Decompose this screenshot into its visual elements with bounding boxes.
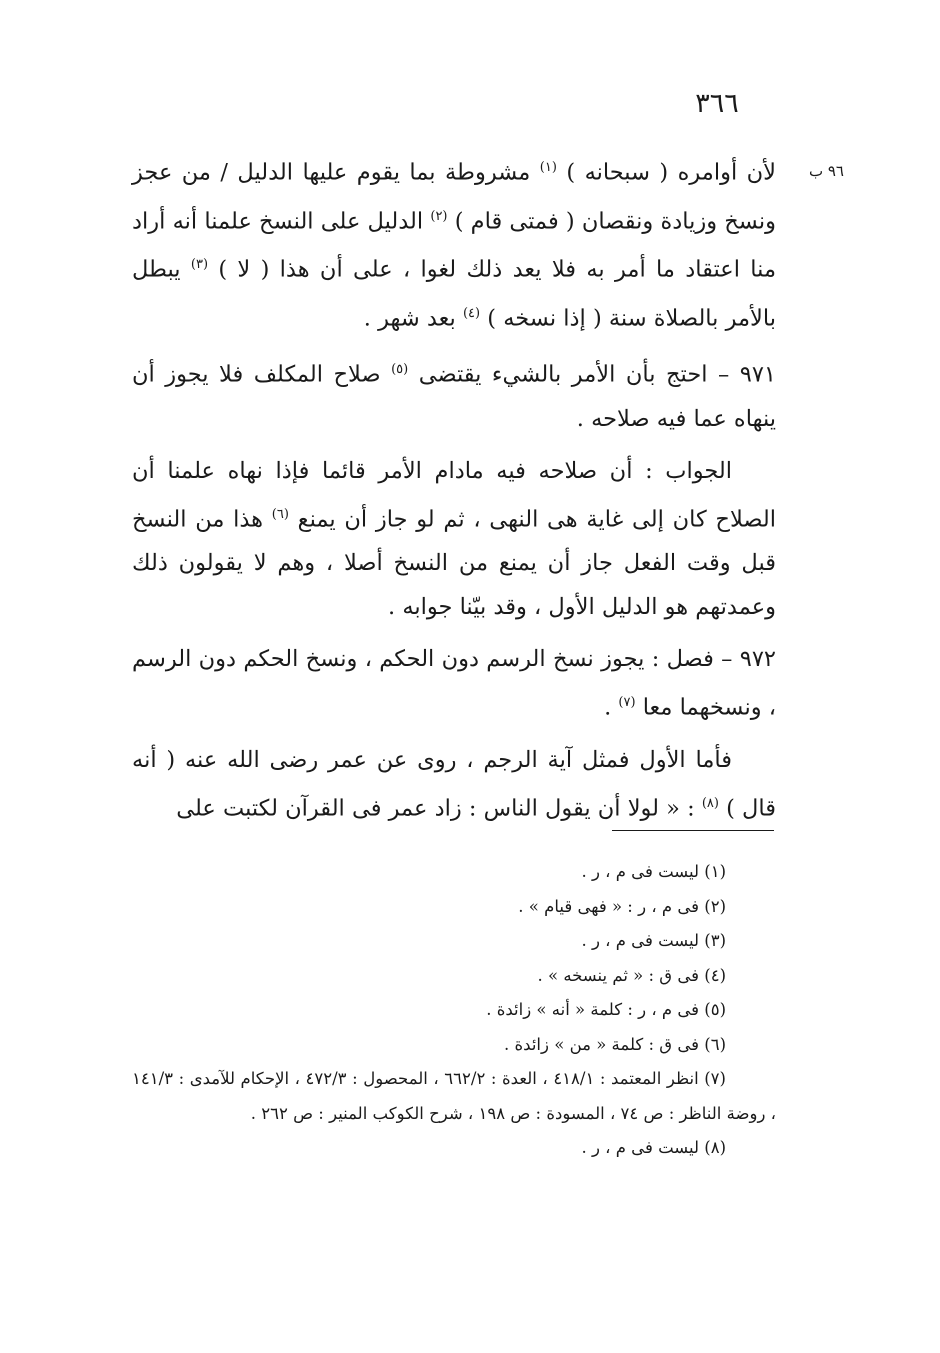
text-segment: . <box>604 694 619 721</box>
text-segment: صلاح المكلف فلا يجوز أن ينهاه عما فيه صلاحه . <box>132 361 776 432</box>
text-segment: مشروطة بما يقوم عليها الدليل / من عجز ونسخ وزيادة ونقصان ( فمتى قام ) <box>132 159 777 234</box>
text-segment: ٩٧٢ – فصل : يجوز نسخ الرسم دون الحكم ، ونسخ الحكم دون الرسم ، ونسخهما معا <box>132 646 776 721</box>
paragraph-972 <box>132 637 776 730</box>
footnote-4: (٤) فى ق : « ثم ينسخه » . <box>537 965 726 985</box>
text-segment: فأما الأول فمثل آية الرجم ، روى عن عمر رضى الله عنه ( أنه قال ) <box>132 746 776 821</box>
footnote-3: (٣) ليست فى م ، ر . <box>581 931 726 950</box>
text-segment: الجواب : أن صلاحه فيه مادام الأمر قائما فإذا نهاه علمنا أن الصلاح كان إلى غاية هى النهى ، ثم لو جاز أن يمنع <box>132 457 776 532</box>
body-text <box>132 146 776 830</box>
footnote-ref-5[interactable]: (٥) <box>391 362 409 377</box>
footnote-ref-2[interactable]: (٢) <box>430 208 448 224</box>
footnote-5: (٥) فى م ، ر : كلمة « أنه » زائدة . <box>486 1000 726 1019</box>
footnote-1: (١) ليست فى م ، ر . <box>581 862 726 881</box>
footnote-6: (٦) فى ق : كلمة « من » زائدة . <box>504 1034 726 1054</box>
footnote-ref-4[interactable]: (٤) <box>462 305 481 321</box>
footnote-ref-1[interactable]: (١) <box>539 160 557 175</box>
text-segment: ٩٧١ – احتج بأن الأمر بالشيء يقتضى <box>408 361 776 388</box>
text-segment: : « لولا أن يقول الناس : زاد عمر فى القرآن لكتبت على <box>176 795 702 821</box>
footnote-2: (٢) فى م ، ر : « فهى قيام » . <box>518 896 726 916</box>
paragraph-1 <box>132 146 776 340</box>
text-segment: هذا من النسخ قبل وقت الفعل جاز أن يمنع من النسخ أصلا ، وهم لا يقولون ذلك وعمدتهم هو الدليل الأول ، وقد بيّنا جوابه . <box>132 506 776 620</box>
text-segment: الدليل على النسخ علمنا أنه أراد منا اعتقاد ما أمر به فلا يعد ذلك لغوا ، على أن هذا ( لا ) <box>132 208 776 283</box>
text-segment: بعد شهر . <box>363 305 463 331</box>
paragraph-971 <box>132 348 776 441</box>
margin-folio-note: ٩٦ ب <box>808 162 844 180</box>
paragraph-answer <box>132 449 776 630</box>
footnote-ref-8[interactable]: (٨) <box>701 795 719 811</box>
paragraph-first-kind <box>132 738 776 831</box>
footnotes <box>132 855 776 1166</box>
text-segment: لأن أوامره ( سبحانه ) <box>556 159 776 186</box>
text-segment: يبطل بالأمر بالصلاة سنة ( إذا نسخه ) <box>132 256 776 331</box>
footnote-ref-3[interactable]: (٣) <box>190 257 209 272</box>
footnote-8: (٨) ليست فى م ، ر . <box>581 1138 726 1157</box>
page-number: ٣٦٦ <box>695 88 739 119</box>
footnote-ref-7[interactable]: (٧) <box>618 695 636 710</box>
footnote-7: (٧) انظر المعتمد : ٤١٨/١ ، العدة : ٦٦٢/٢ ، المحصول : ٤٧٢/٣ ، الإحكام للآمدى : ١٤١/٣ ، روضة الناظر : ص ٧٤ ، المسودة : ص ١٩٨ ، شرح الكوكب المنير : ص ٢٦٢ . <box>132 1069 776 1123</box>
footnote-ref-6[interactable]: (٦) <box>271 506 289 522</box>
footnote-separator <box>612 830 774 831</box>
